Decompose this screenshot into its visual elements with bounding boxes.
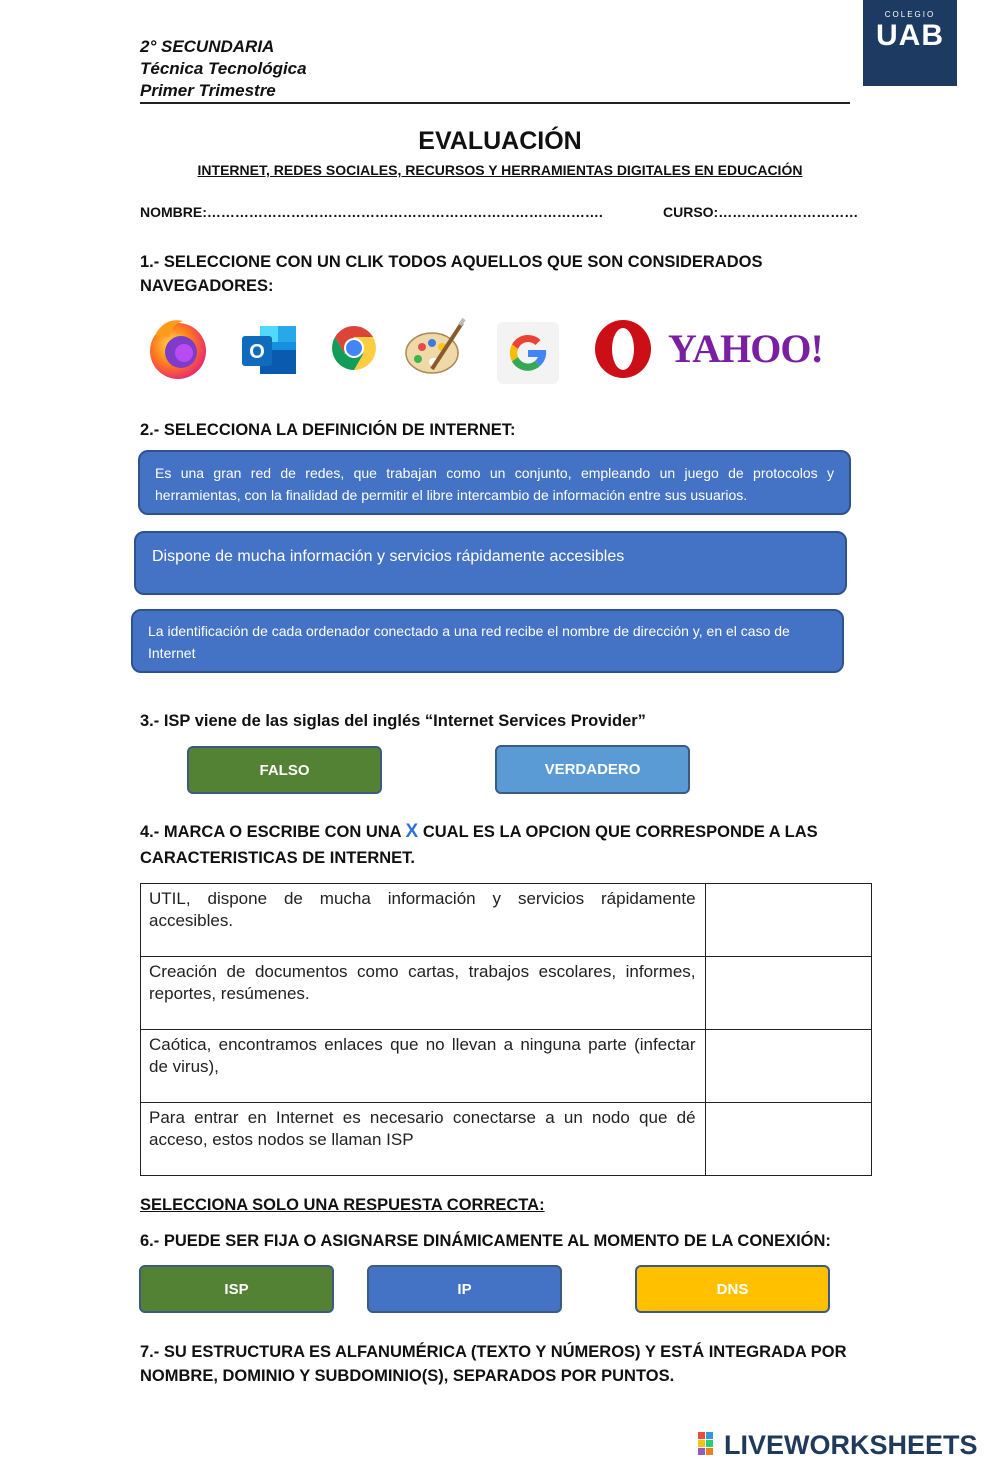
liveworksheets-icon <box>698 1432 722 1456</box>
footer-brand: LIVEWORKSHEETS <box>724 1430 978 1460</box>
logo-top-text: COLEGIO <box>884 10 936 19</box>
school-logo <box>863 0 957 86</box>
answer-cell[interactable] <box>705 884 871 957</box>
header-divider <box>140 102 850 104</box>
question-3: 3.- ISP viene de las siglas del inglés “Internet Services Provider” <box>140 712 646 730</box>
yahoo-logo[interactable]: YAHOO! <box>668 326 823 371</box>
table-cell-text: UTIL, dispone de mucha información y servicios rápidamente accesibles. <box>141 884 706 957</box>
isp-option-button[interactable]: ISP <box>139 1265 334 1313</box>
answer-cell[interactable] <box>705 1103 871 1176</box>
table-cell-text: Para entrar en Internet es necesario conectarse a un nodo que dé acceso, estos nodos se llaman ISP <box>141 1103 706 1176</box>
table-cell-text: Creación de documentos como cartas, trabajos escolares, informes, reportes, resúmenes. <box>141 957 706 1030</box>
chrome-icon[interactable] <box>330 324 378 372</box>
question-7: 7.- SU ESTRUCTURA ES ALFANUMÉRICA (TEXTO Y NÚMEROS) Y ESTÁ INTEGRADA POR NOMBRE, DOMINIO Y SUBDOMINIO(S), SEPARADOS POR PUNTOS. <box>140 1343 847 1385</box>
definition-option-1[interactable]: Es una gran red de redes, que trabajan como un conjunto, empleando un juego de protocolos y herramientas, con la finalidad de permitir el libre intercambio de información entre sus usuarios. <box>138 450 851 515</box>
table-row <box>141 1030 872 1103</box>
question-1: 1.- SELECCIONE CON UN CLIK TODOS AQUELLOS QUE SON CONSIDERADOS NAVEGADORES: <box>140 253 763 295</box>
characteristics-table <box>140 883 872 1176</box>
grade-label: 2° SECUNDARIA <box>140 37 275 56</box>
question-2: 2.- SELECCIONA LA DEFINICIÓN DE INTERNET: <box>140 421 516 439</box>
table-cell-text: Caótica, encontramos enlaces que no llevan a ninguna parte (infectar de virus), <box>141 1030 706 1103</box>
course-field-label: CURSO:………………………… <box>663 204 859 220</box>
page-subtitle: INTERNET, REDES SOCIALES, RECURSOS Y HERRAMIENTAS DIGITALES EN EDUCACIÓN <box>197 162 803 178</box>
term-label: Primer Trimestre <box>140 81 276 100</box>
true-button[interactable]: VERDADERO <box>495 745 690 794</box>
name-field-label: NOMBRE:…………………………………………………………………………. <box>140 204 603 220</box>
select-one-heading: SELECCIONA SOLO UNA RESPUESTA CORRECTA: <box>140 1196 545 1214</box>
question-4: 4.- MARCA O ESCRIBE CON UNA X CUAL ES LA OPCION QUE CORRESPONDE A LAS CARACTERISTICAS DE INTERNET. <box>140 821 818 867</box>
dns-option-button[interactable]: DNS <box>635 1265 830 1313</box>
table-row <box>141 1103 872 1176</box>
outlook-icon[interactable] <box>240 320 300 380</box>
question-6: 6.- PUEDE SER FIJA O ASIGNARSE DINÁMICAMENTE AL MOMENTO DE LA CONEXIÓN: <box>140 1232 831 1250</box>
definition-option-3[interactable]: La identificación de cada ordenador conectado a una red recibe el nombre de dirección y, en el caso de Internet <box>131 609 844 673</box>
table-row <box>141 957 872 1030</box>
paint-icon[interactable] <box>402 317 468 379</box>
answer-cell[interactable] <box>705 957 871 1030</box>
opera-icon[interactable] <box>593 318 653 380</box>
page-title: EVALUACIÓN <box>418 127 582 155</box>
definition-option-2[interactable]: Dispone de mucha información y servicios rápidamente accesibles <box>134 531 847 595</box>
ip-option-button[interactable]: IP <box>367 1265 562 1313</box>
svg-text:O: O <box>249 341 265 363</box>
google-icon[interactable] <box>497 322 559 384</box>
subject-label: Técnica Tecnológica <box>140 59 307 78</box>
answer-cell[interactable] <box>705 1030 871 1103</box>
table-row <box>141 884 872 957</box>
false-button[interactable]: FALSO <box>187 746 382 794</box>
x-mark: X <box>405 821 419 842</box>
logo-main-text: UAB <box>876 19 944 52</box>
firefox-icon[interactable] <box>145 315 211 381</box>
